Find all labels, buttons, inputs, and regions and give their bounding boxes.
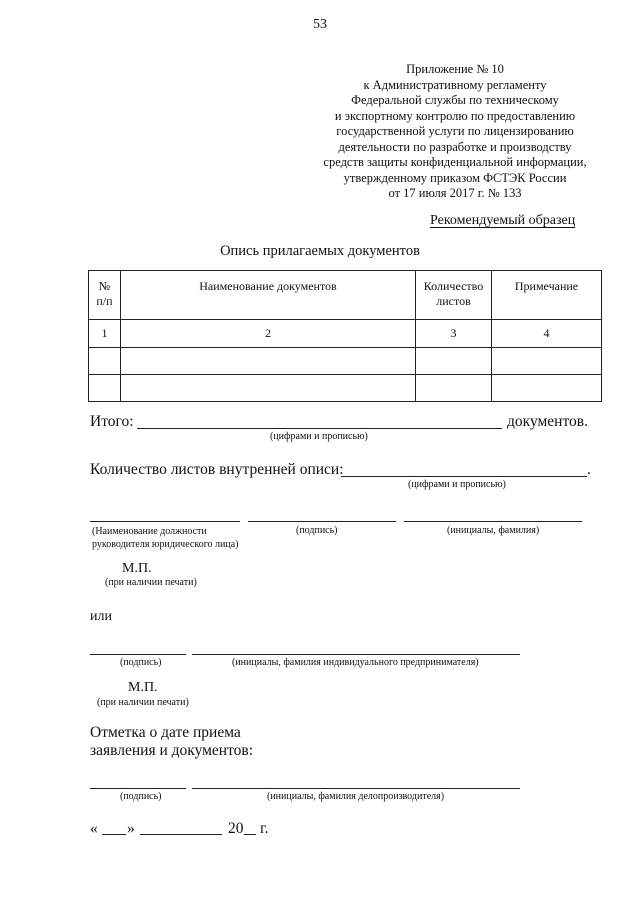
appendix-line: утвержденному приказом ФСТЭК России <box>343 170 567 185</box>
inventory-sheets-caption: (цифрами и прописью) <box>408 479 506 490</box>
name-field-line[interactable] <box>192 788 520 789</box>
stamp-caption: (при наличии печати) <box>97 697 189 708</box>
header-number: № п/п <box>89 271 121 320</box>
total-caption: (цифрами и прописью) <box>270 431 368 442</box>
receipt-label-line2: заявления и документов: <box>90 742 254 759</box>
signature-field-line[interactable] <box>248 521 396 522</box>
table-row <box>89 348 602 375</box>
appendix-header <box>300 62 610 202</box>
total-field-line[interactable] <box>137 428 502 429</box>
appendix-line: от 17 июля 2017 г. № 133 <box>388 186 522 200</box>
appendix-line: и экспортному контролю по предоставлению <box>334 108 576 123</box>
appendix-line: деятельности по разработке и производству <box>338 139 572 154</box>
table-cell[interactable] <box>89 375 121 402</box>
table-cell[interactable] <box>416 348 492 375</box>
table-cell[interactable] <box>121 348 416 375</box>
table-column-number-row <box>89 320 602 348</box>
position-field-line[interactable] <box>90 521 240 522</box>
signature-caption: (подпись) <box>296 525 338 536</box>
total-label: Итого: <box>90 413 134 430</box>
inventory-sheets-label: Количество листов внутренней описи: <box>90 461 344 478</box>
sample-label: Рекомендуемый образец <box>430 213 576 228</box>
header-sheet-count: Количество листов <box>416 271 492 320</box>
documents-table <box>88 270 602 402</box>
name-field-line[interactable] <box>404 521 582 522</box>
name-caption: (инициалы, фамилия делопроизводителя) <box>267 791 445 802</box>
column-number: 1 <box>89 320 121 348</box>
page-number: 53 <box>313 17 327 32</box>
name-caption: (инициалы, фамилия индивидуального предпринимателя) <box>232 657 479 668</box>
table-cell[interactable] <box>89 348 121 375</box>
column-number: 4 <box>492 320 602 348</box>
date-year-field[interactable] <box>244 834 256 835</box>
table-cell[interactable] <box>121 375 416 402</box>
appendix-line: к Административному регламенту <box>363 77 547 92</box>
header-doc-name: Наименование документов <box>121 271 416 320</box>
position-caption: (Наименование должности руководителя юридического лица) <box>92 526 239 550</box>
inventory-sheets-end: . <box>587 461 591 478</box>
date-open-quote: « <box>90 820 98 837</box>
appendix-line: Федеральной службы по техническому <box>351 93 559 107</box>
date-day-field[interactable] <box>102 834 126 835</box>
signature-field-line[interactable] <box>90 654 186 655</box>
table-cell[interactable] <box>492 348 602 375</box>
table-cell[interactable] <box>416 375 492 402</box>
inventory-sheets-field-line[interactable] <box>341 476 587 477</box>
name-field-line[interactable] <box>192 654 520 655</box>
date-month-field[interactable] <box>140 834 222 835</box>
signature-caption: (подпись) <box>120 657 162 668</box>
date-year-suffix: г. <box>260 820 269 837</box>
appendix-line: государственной услуги по лицензированию <box>336 124 574 138</box>
signature-field-line[interactable] <box>90 788 186 789</box>
total-suffix: документов. <box>507 413 588 430</box>
or-label: или <box>90 609 112 624</box>
name-caption: (инициалы, фамилия) <box>447 525 540 536</box>
appendix-line: средств защиты конфиденциальной информации, <box>323 155 587 169</box>
date-close-quote: » <box>127 820 135 837</box>
column-number: 3 <box>416 320 492 348</box>
header-note: Примечание <box>492 271 602 320</box>
table-header-row <box>89 271 602 320</box>
appendix-line: Приложение № 10 <box>406 62 504 76</box>
signature-caption: (подпись) <box>120 791 162 802</box>
table-row <box>89 375 602 402</box>
column-number: 2 <box>121 320 416 348</box>
document-title: Опись прилагаемых документов <box>220 243 420 259</box>
receipt-label-line1: Отметка о дате приема <box>90 724 241 741</box>
stamp-label: М.П. <box>128 680 158 695</box>
stamp-label: М.П. <box>122 561 152 576</box>
table-cell[interactable] <box>492 375 602 402</box>
stamp-caption: (при наличии печати) <box>105 577 197 588</box>
date-year-prefix: 20 <box>228 820 244 837</box>
